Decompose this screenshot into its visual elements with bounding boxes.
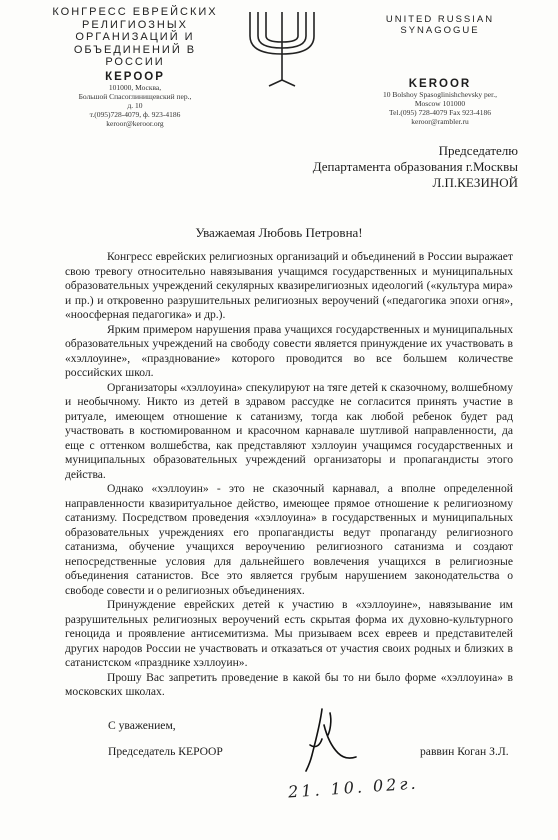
body-paragraph: Организаторы «хэллоуина» спекулируют на тяге детей к сказочному, волшебному и необычному. Никто из детей в здравом рассудке не согласится принять участие в ритуале, имеющем отношение к сатанизму, тогда как любой ребенок будет рад участвовать в костюмированном и красочном карнавале шутливой направленности, да еще с оттенком волшебства, как представляют хэллоуин учащимся государственных и муниципальных образовательных учреждений организаторы и пропагандисты этого действа. — [65, 380, 513, 481]
addressee-title: Председателю — [438, 143, 518, 158]
handwritten-signature — [300, 705, 360, 780]
org-name-ru-line: РЕЛИГИОЗНЫХ — [82, 18, 188, 31]
org-name-en-line: SYNAGOGUE — [400, 25, 480, 36]
address-en-line: 10 Bolshoy Spasoglinishchevsky per., — [383, 90, 497, 99]
address-en-line: Moscow 101000 — [414, 99, 466, 108]
greeting: Уважаемая Любовь Петровна! — [195, 225, 363, 240]
addressee-block — [313, 143, 518, 191]
address-ru-line: т.(095)728-4079, ф. 923-4186 — [89, 109, 181, 119]
addressee-name: Л.П.КЕЗИНОЙ — [432, 175, 518, 190]
org-acronym-ru: КЕРООР — [105, 70, 165, 83]
address-en-line: keroor@rambler.ru — [411, 117, 469, 126]
org-name-ru-line: РОССИИ — [105, 56, 165, 68]
org-name-ru-line: ОРГАНИЗАЦИЙ И — [75, 31, 195, 43]
letter-body — [65, 250, 513, 700]
org-name-ru-line: КОНГРЕСС ЕВРЕЙСКИХ — [52, 6, 218, 18]
org-name-en-line: UNITED RUSSIAN — [385, 14, 495, 25]
address-ru-line: keroor@keroor.org — [106, 118, 164, 128]
signatory-title: Председатель КЕРООР — [108, 745, 223, 758]
body-paragraph: Принуждение еврейских детей к участию в «хэллоуине», навязывание им разрушительных религиозных вероучений есть скрытая форма их духовно-культурного геноцида и проявление антисемитизма. Мы призываем всех евреев и представителей других народов России не участвовать и отказаться от участия своих родных и близких в сатанистском «празднике хэллоуин». — [65, 598, 513, 669]
signatory-name: раввин Коган З.Л. — [420, 745, 509, 758]
closing-phrase: С уважением, — [108, 719, 176, 732]
org-acronym-en: KEROOR — [408, 78, 472, 90]
org-name-ru-line: ОБЪЕДИНЕНИЙ В — [73, 43, 197, 56]
letterhead-right — [360, 14, 520, 126]
address-ru-line: Большой Спасоглинищевский пер., — [78, 91, 192, 101]
letterhead-left — [40, 6, 230, 128]
address-ru-line: д. 10 — [127, 100, 143, 110]
address-ru-line: 101000, Москва, — [108, 82, 162, 92]
address-en-line: Tel.(095) 728-4079 Fax 923-4186 — [389, 108, 491, 117]
body-paragraph: Однако «хэллоуин» - это не сказочный карнавал, а вполне определенной направленности квазиритуальное действо, имеющее прямое отношение к религиозному сатанизму. Посредством проведения «хэллоуина» в государственных и муниципальных образовательных учреждениях его пропагандисты ведут пропаганду религиозного сатанизма, обучение учащихся вероучению религиозного сатанизма и создают непосредственные условия для дальнейшего вовлечения учащихся в религиозные объединения сатанистов. Все это является грубым нарушением законодательства о свободе совести и о религиозных объединениях. — [65, 482, 513, 597]
addressee-department: Департамента образования г.Москвы — [312, 159, 518, 174]
menorah-logo-icon — [247, 10, 317, 93]
handwritten-date: 21. 10. 02г. — [287, 773, 420, 802]
body-paragraph: Конгресс еврейских религиозных организаций и объединений в России выражает свою тревогу относительно навязывания учащимся государственных и муниципальных образовательных учреждений секулярных квазирелигиозных идеологий («культура мира» и пр.) и откровенно разрушительных религиозных вероучений («педагогика эпохи огня», «ноосферная педагогика» и др.). — [65, 250, 513, 321]
body-paragraph: Прошу Вас запретить проведение в какой бы то ни было форме «хэллоуина» в московских школах. — [65, 670, 513, 698]
body-paragraph: Ярким примером нарушения права учащихся государственных и муниципальных образовательных учреждений на свободу совести является принуждение их участвовать в «хэллоуине», «празднование» которого проводится во все большем количестве российских школ. — [65, 322, 513, 379]
